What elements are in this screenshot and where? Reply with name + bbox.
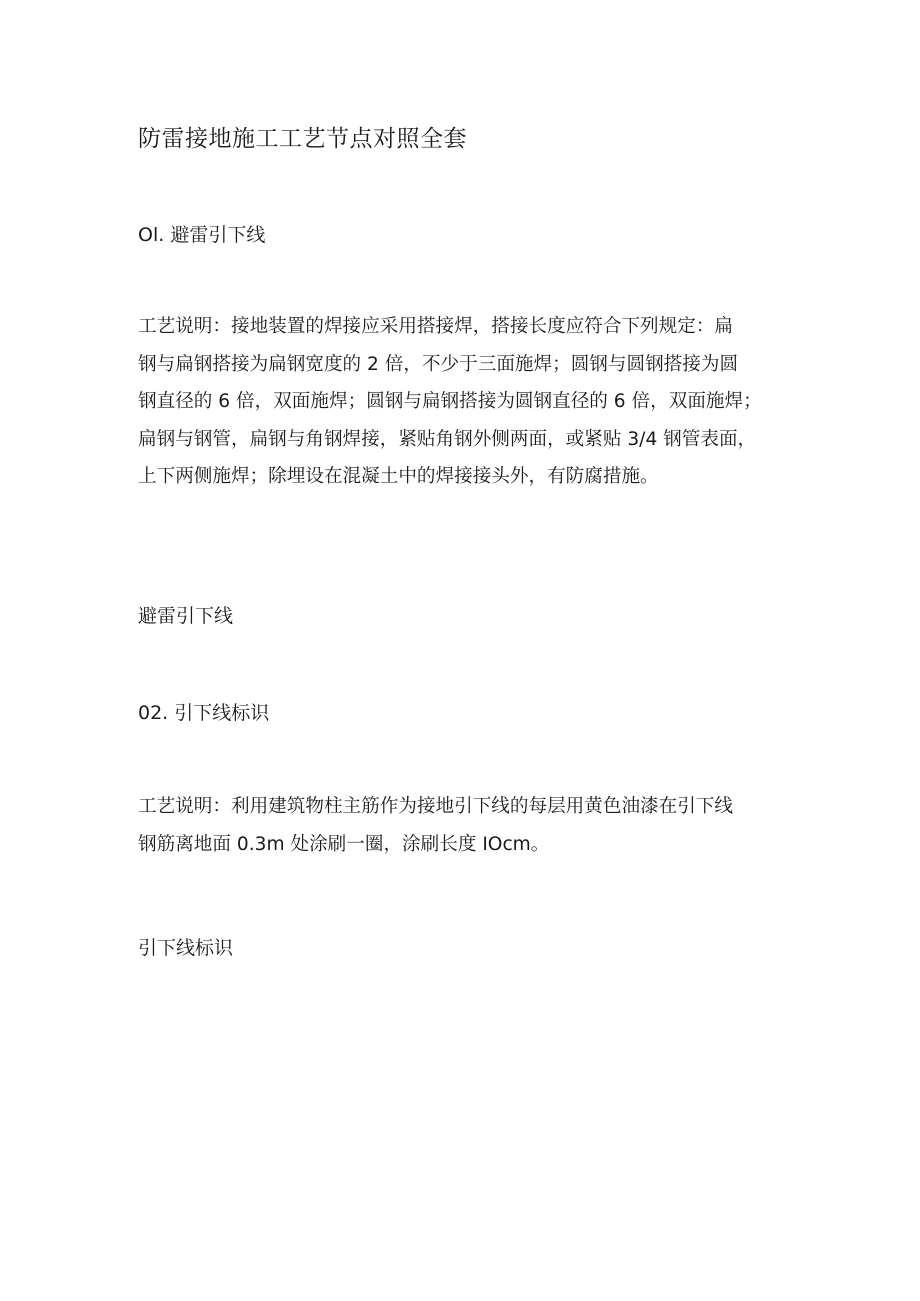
section-caption-2: 引下线标识 — [138, 937, 234, 959]
paragraph-line: 扁钢与钢管，扁钢与角钢焊接，紧贴角钢外侧两面，或紧贴 3/4 钢管表面， — [138, 428, 757, 450]
paragraph-line: 上下两侧施焊；除埋设在混凝土中的焊接接头外，有防腐措施。 — [138, 466, 659, 487]
section-caption-1: 避雷引下线 — [138, 605, 234, 627]
section-paragraph-2 — [138, 788, 798, 863]
document-title: 防雷接地施工工艺节点对照全套 — [138, 126, 467, 152]
section-paragraph-1 — [138, 308, 798, 496]
paragraph-line: 钢筋离地面 0.3m 处涂刷一圈，涂刷长度 IOcm。 — [138, 833, 550, 855]
paragraph-line: 钢直径的 6 倍，双面施焊；圆钢与扁钢搭接为圆钢直径的 6 倍，双面施焊； — [138, 391, 762, 412]
paragraph-line: 工艺说明：接地装置的焊接应采用搭接焊，搭接长度应符合下列规定：扁 — [138, 316, 734, 337]
section-heading-1: Ol. 避雷引下线 — [138, 224, 266, 246]
paragraph-line: 工艺说明：利用建筑物柱主筋作为接地引下线的每层用黄色油漆在引下线 — [138, 796, 734, 817]
section-heading-2: 02. 引下线标识 — [138, 702, 270, 724]
paragraph-line: 钢与扁钢搭接为扁钢宽度的 2 倍，不少于三面施焊；圆钢与圆钢搭接为圆 — [138, 353, 739, 375]
